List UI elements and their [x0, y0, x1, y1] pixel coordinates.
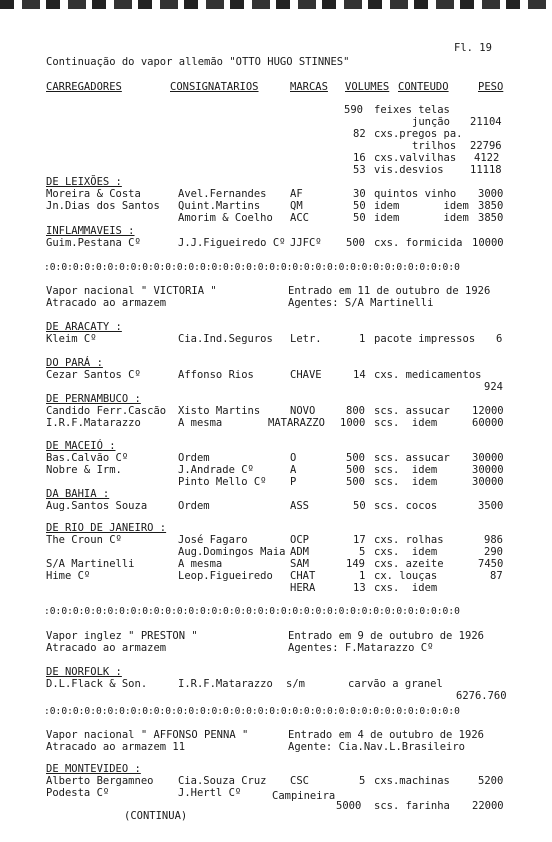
cell-vol: 800 [346, 405, 365, 417]
cell-mark: SAM [290, 558, 309, 570]
vessel-agents: Agentes: F.Matarazzo Cº [288, 642, 434, 654]
cell-mark: P [290, 476, 297, 488]
section-heading: DE LEIXÕES : [46, 176, 122, 188]
cell-weight: 3000 [478, 188, 504, 200]
cell-consignee: J.Hertl Cº [178, 787, 242, 799]
cell-mark: CSC [290, 775, 309, 787]
vessel-docked: Atracado ao armazem [46, 642, 167, 654]
cell-weight: 22796 [470, 140, 502, 152]
vessel-agents: Agentes: S/A Martinelli [288, 297, 434, 309]
cell-vol: 17 [353, 534, 366, 546]
cell-vol: 1 [359, 333, 366, 345]
header-contents: CONTEUDO [398, 81, 449, 93]
cell-shipper: Alberto Bergamneo [46, 775, 154, 787]
section-heading: DE PERNAMBUCO : [46, 393, 141, 405]
cell-content: cxs. azeite [374, 558, 444, 570]
cell-consignee: J.Andrade Cº [178, 464, 254, 476]
cell-weight: 22000 [472, 800, 504, 812]
cell-mark: JJFCº [290, 237, 322, 249]
cell-shipper: Aug.Santos Souza [46, 500, 148, 512]
cell-weight: 4122 [474, 152, 500, 164]
cell-weight: 6 [496, 333, 503, 345]
cell-shipper: Jn.Dias dos Santos [46, 200, 160, 212]
cell-mark: HERA [290, 582, 316, 594]
cell-content: cx. louças [374, 570, 438, 582]
cell-weight: 924 [484, 381, 503, 393]
vessel-docked: Atracado ao armazem [46, 297, 167, 309]
cell-weight: 87 [490, 570, 503, 582]
cell-consignee: Avel.Fernandes [178, 188, 267, 200]
cell-content: scs. cocos [374, 500, 438, 512]
cell-mark: CHAT [290, 570, 316, 582]
cell-content: quintos vinho [374, 188, 457, 200]
document-title: Continuação do vapor allemão "OTTO HUGO STINNES" [46, 56, 350, 68]
cell-weight: 30000 [472, 476, 504, 488]
cell-vol: 82 [353, 128, 366, 140]
cell-weight: 290 [484, 546, 503, 558]
cell-consignee: Pinto Mello Cº [178, 476, 267, 488]
cell-consignee: Aug.Domingos Maia [178, 546, 286, 558]
cell-weight: 21104 [470, 116, 502, 128]
cell-mark: s/m [286, 678, 305, 690]
cell-mark: CHAVE [290, 369, 322, 381]
cell-shipper: The Croun Cº [46, 534, 122, 546]
section-heading: DE ARACATY : [46, 321, 122, 333]
vessel-name: Vapor nacional " VICTORIA " [46, 285, 217, 297]
cell-mark: ACC [290, 212, 309, 224]
cell-weight: 3850 [478, 200, 504, 212]
vessel-entered: Entrado em 11 de outubro de 1926 [288, 285, 491, 297]
cell-consignee: A mesma [178, 558, 223, 570]
cell-content: scs. idem [374, 464, 438, 476]
cell-vol: 1 [359, 570, 366, 582]
cell-shipper: Kleim Cº [46, 333, 97, 345]
cell-content: cxs. idem [374, 582, 438, 594]
cell-shipper: Cezar Santos Cº [46, 369, 141, 381]
cell-mark: OCP [290, 534, 309, 546]
cell-mark: NOVO [290, 405, 316, 417]
cell-mark: O [290, 452, 297, 464]
separator-line: :0:0:0:0:0:0:0:0:0:0:0:0:0:0:0:0:0:0:0:0:0:0:0:0:0:0:0:0:0:0:0:0:0:0:0:0 [44, 262, 460, 273]
cell-consignee: Xisto Martins [178, 405, 261, 417]
cell-vol: 500 [346, 452, 365, 464]
cell-shipper: D.L.Flack & Son. [46, 678, 148, 690]
cell-weight: 12000 [472, 405, 504, 417]
cell-consignee: Leop.Figueiredo [178, 570, 273, 582]
cell-content: pacote impressos [374, 333, 476, 345]
cell-shipper: S/A Martinelli [46, 558, 135, 570]
cell-mark: A [290, 464, 297, 476]
continued-footer: (CONTINUA) [124, 810, 188, 822]
cell-mark: MATARAZZO [268, 417, 325, 429]
cell-content: vis.desvios [374, 164, 444, 176]
cell-vol: 53 [353, 164, 366, 176]
cell-consignee: I.R.F.Matarazzo [178, 678, 273, 690]
section-heading: DE RIO DE JANEIRO : [46, 522, 167, 534]
cell-weight: 3850 [478, 212, 504, 224]
header-consignees: CONSIGNATARIOS [170, 81, 259, 93]
cell-vol: 590 [344, 104, 363, 116]
cell-vol: 500 [346, 476, 365, 488]
cell-consignee: J.J.Figueiredo Cº [178, 237, 286, 249]
vessel-docked: Atracado ao armazem 11 [46, 741, 186, 753]
separator-line: :0:0:0:0:0:0:0:0:0:0:0:0:0:0:0:0:0:0:0:0:0:0:0:0:0:0:0:0:0:0:0:0:0:0:0:0 [44, 606, 460, 617]
cell-content: scs. idem [374, 417, 438, 429]
cell-content: feixes telas [374, 104, 450, 116]
cell-vol: 5000 [336, 800, 362, 812]
cell-vol: 500 [346, 237, 365, 249]
cell-content: cxs.valvilhas [374, 152, 457, 164]
cell-consignee: José Fagaro [178, 534, 248, 546]
cell-mark: QM [290, 200, 303, 212]
separator-line: :0:0:0:0:0:0:0:0:0:0:0:0:0:0:0:0:0:0:0:0:0:0:0:0:0:0:0:0:0:0:0:0:0:0:0:0 [44, 706, 460, 717]
cell-shipper: Nobre & Irm. [46, 464, 122, 476]
section-heading: INFLAMMAVEIS : [46, 225, 135, 237]
cell-shipper: Moreira & Costa [46, 188, 141, 200]
vessel-entered: Entrado em 4 de outubro de 1926 [288, 729, 484, 741]
cell-content: cxs. medicamentos [374, 369, 482, 381]
cell-mark: Letr. [290, 333, 322, 345]
cell-content: cxs. rolhas [374, 534, 444, 546]
cell-content: idem idem [374, 212, 469, 224]
cell-vol: 500 [346, 464, 365, 476]
cell-content: cxs.pregos pa. [374, 128, 463, 140]
header-volumes: VOLUMES [345, 81, 390, 93]
section-heading: DE MONTEVIDEO : [46, 763, 141, 775]
cell-weight: 60000 [472, 417, 504, 429]
cell-vol: 50 [353, 200, 366, 212]
cell-shipper: Bas.Calvão Cº [46, 452, 129, 464]
cell-shipper: Hime Cº [46, 570, 91, 582]
cell-weight: 10000 [472, 237, 504, 249]
cell-weight: 3500 [478, 500, 504, 512]
cell-consignee: Quint.Martins [178, 200, 261, 212]
cell-vol: 14 [353, 369, 366, 381]
vessel-name: Vapor nacional " AFFONSO PENNA " [46, 729, 249, 741]
cell-weight: 11118 [470, 164, 502, 176]
cell-content: idem idem [374, 200, 469, 212]
cell-content: carvão a granel [348, 678, 443, 690]
section-heading: DE NORFOLK : [46, 666, 122, 678]
cell-weight: 30000 [472, 452, 504, 464]
cell-vol: 5 [359, 775, 366, 787]
cell-consignee: Cia.Ind.Seguros [178, 333, 273, 345]
cell-shipper: Candido Ferr.Cascão [46, 405, 167, 417]
cell-vol: 30 [353, 188, 366, 200]
cell-mark: ASS [290, 500, 309, 512]
page-number: Fl. 19 [454, 42, 492, 54]
cell-content: trilhos [412, 140, 457, 152]
header-weight: PESO [478, 81, 504, 93]
cell-content: scs. assucar [374, 452, 450, 464]
cell-consignee: Ordem [178, 452, 210, 464]
header-marks: MARCAS [290, 81, 328, 93]
cell-vol: 50 [353, 500, 366, 512]
top-edge-smudge [0, 0, 552, 9]
cell-content: scs. farinha [374, 800, 450, 812]
cell-content: junção [412, 116, 450, 128]
cell-vol: 13 [353, 582, 366, 594]
cell-vol: 149 [346, 558, 365, 570]
vessel-name: Vapor inglez " PRESTON " [46, 630, 198, 642]
cell-weight: 7450 [478, 558, 504, 570]
cell-mark: Campineira [272, 790, 336, 802]
cell-content: scs. idem [374, 476, 438, 488]
cell-weight: 6276.760 [456, 690, 507, 702]
cell-shipper: Guim.Pestana Cº [46, 237, 141, 249]
cell-vol: 50 [353, 212, 366, 224]
cell-vol: 16 [353, 152, 366, 164]
section-heading: DO PARÁ : [46, 357, 103, 369]
cell-consignee: Amorim & Coelho [178, 212, 273, 224]
cell-consignee: Cia.Souza Cruz [178, 775, 267, 787]
header-shippers: CARREGADORES [46, 81, 122, 93]
cell-weight: 30000 [472, 464, 504, 476]
section-heading: DE MACEIÓ : [46, 440, 116, 452]
cell-mark: AF [290, 188, 303, 200]
cell-weight: 986 [484, 534, 503, 546]
cell-vol: 5 [359, 546, 366, 558]
cell-consignee: Affonso Rios [178, 369, 254, 381]
cell-mark: ADM [290, 546, 309, 558]
section-heading: DA BAHIA : [46, 488, 110, 500]
vessel-agents: Agente: Cia.Nav.L.Brasileiro [288, 741, 466, 753]
cell-vol: 1000 [340, 417, 366, 429]
cell-content: cxs. formicida [374, 237, 463, 249]
cell-content: cxs.machinas [374, 775, 450, 787]
cell-content: cxs. idem [374, 546, 438, 558]
cell-weight: 5200 [478, 775, 504, 787]
vessel-entered: Entrado em 9 de outubro de 1926 [288, 630, 484, 642]
cell-consignee: Ordem [178, 500, 210, 512]
cell-shipper: Podesta Cº [46, 787, 110, 799]
cell-shipper: I.R.F.Matarazzo [46, 417, 141, 429]
cell-content: scs. assucar [374, 405, 450, 417]
cell-consignee: A mesma [178, 417, 223, 429]
